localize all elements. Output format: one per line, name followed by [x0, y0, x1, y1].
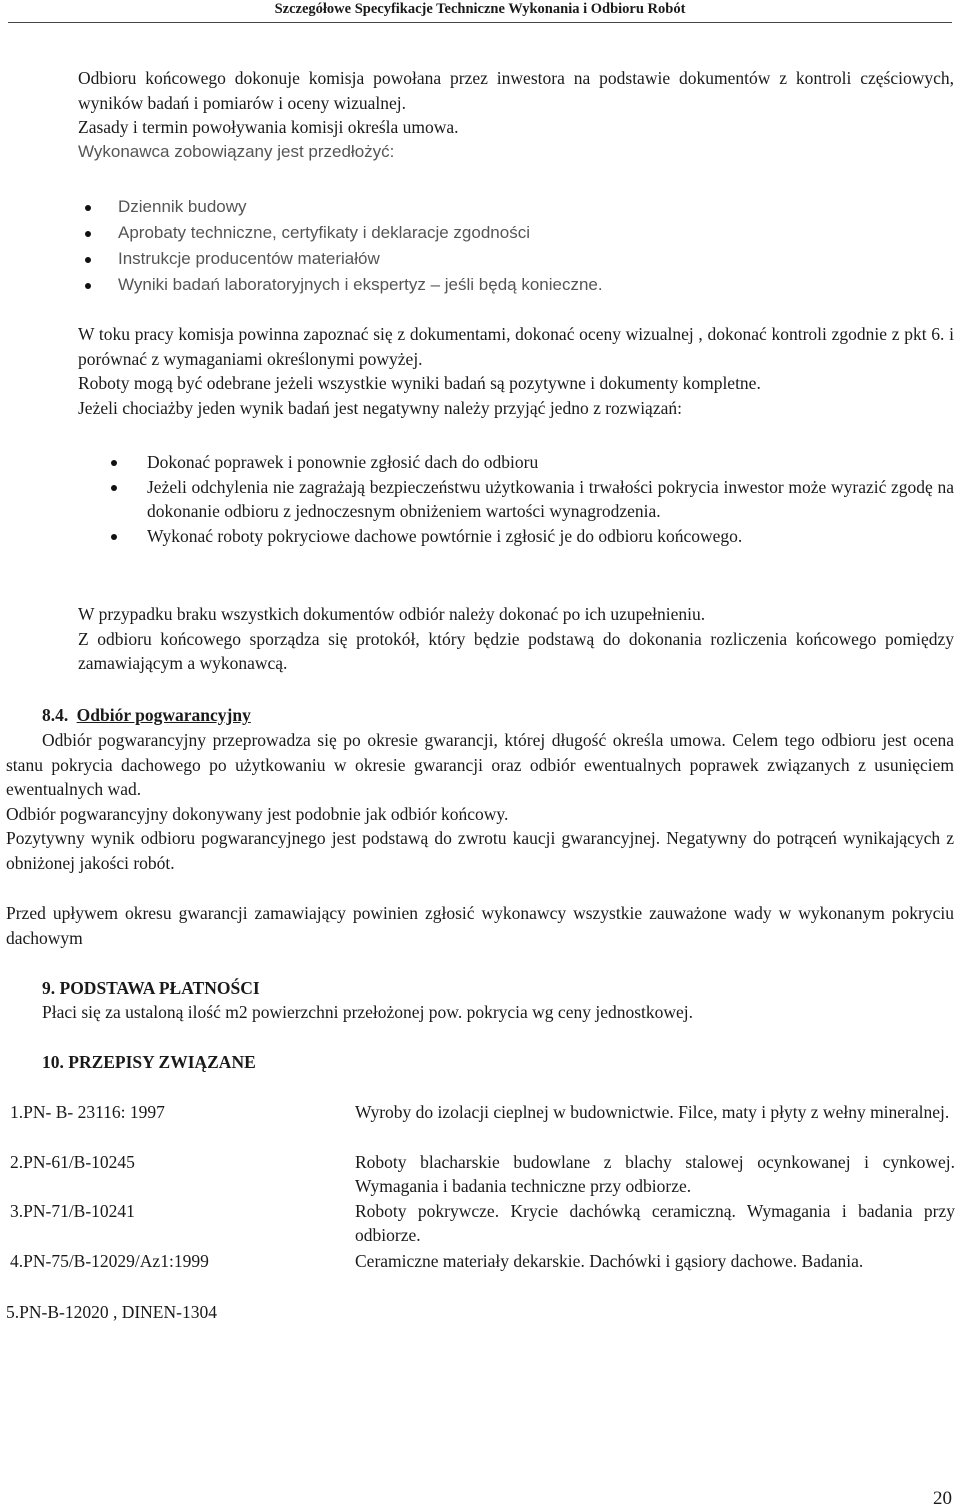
missing-docs-line: Z odbioru końcowego sporządza się protokół, który będzie podstawą do dokonania rozliczenia końcowego pomiędzy zamawiającym a wykonawcą. [78, 628, 954, 673]
section-8-4-heading [42, 703, 251, 727]
page-header [0, 0, 960, 24]
bullet-icon [85, 257, 91, 263]
list-item-text: Wykonać roboty pokryciowe dachowe powtórnie i zgłosić je do odbioru końcowego. [147, 525, 743, 546]
section-number: 8.4. [42, 705, 69, 725]
reference-code: 5.PN-B-12020 , DINEN-1304 [6, 1302, 217, 1322]
reference-code: 4.PN-75/B-12029/Az1:1999 [10, 1251, 209, 1271]
warranty-note-text: Przed upływem okresu gwarancji zamawiający powinien zgłosić wykonawcy wszystkie zauważone wady w wykonanym pokryciu dachowym [6, 903, 954, 948]
list-item [80, 246, 940, 272]
bullet-icon [111, 485, 117, 491]
section-title: 9. PODSTAWA PŁATNOŚCI [42, 978, 260, 998]
bullet-icon [111, 534, 117, 540]
commission-line: Jeżeli chociażby jeden wynik badań jest negatywny należy przyjąć jedno z rozwiązań: [78, 397, 682, 418]
list-item [80, 220, 940, 246]
list-item [80, 272, 940, 298]
list-item-text: Instrukcje producentów materiałów [118, 249, 380, 268]
bullet-icon [85, 283, 91, 289]
list-item-text: Wyniki badań laboratoryjnych i ekspertyz – jeśli będą konieczne. [118, 275, 603, 294]
reference-code: 3.PN-71/B-10241 [10, 1201, 135, 1221]
solutions-list [108, 450, 954, 548]
list-item [80, 194, 940, 220]
list-item-text: Dziennik budowy [118, 197, 247, 216]
section-title: 10. PRZEPISY ZWIĄZANE [42, 1052, 256, 1072]
list-item [108, 524, 954, 549]
documents-list [80, 194, 940, 298]
intro-paragraph [78, 66, 954, 164]
commission-line: Roboty mogą być odebrane jeżeli wszystkie wyniki badań są pozytywne i dokumenty kompletne. [78, 373, 761, 393]
section-line: Odbiór pogwarancyjny przeprowadza się po okresie gwarancji, której długość określa umowa. Celem tego odbioru jest ocena stanu pokrycia dachowego po użytkowaniu w okresie gwarancji oraz odbiór ewentualnych poprawek związanych z usunięciem ewentualnych wad. [6, 730, 954, 799]
intro-line: Zasady i termin powoływania komisji określa umowa. [78, 117, 459, 137]
warranty-note [6, 901, 954, 950]
reference-description: Ceramiczne materiały dekarskie. Dachówki i gąsiory dachowe. Badania. [355, 1251, 864, 1271]
reference-code: 2.PN-61/B-10245 [10, 1152, 135, 1172]
list-item [108, 475, 954, 524]
reference-description: Roboty pokrywcze. Krycie dachówką ceramiczną. Wymagania i badania przy odbiorze. [355, 1201, 955, 1245]
missing-docs-paragraph [78, 602, 954, 676]
list-item-text: Jeżeli odchylenia nie zagrażają bezpieczeństwu użytkowania i trwałości pokrycia inwestor może wyrazić zgodę na dokonanie odbioru z jednoczesnym obniżeniem wartości wynagrodzenia. [147, 476, 954, 521]
section-10-heading [42, 1050, 256, 1074]
commission-paragraph [78, 322, 954, 420]
section-9-heading [42, 976, 260, 1000]
bullet-icon [85, 205, 91, 211]
missing-docs-line: W przypadku braku wszystkich dokumentów odbiór należy dokonać po ich uzupełnieniu. [78, 604, 706, 624]
section-text: Płaci się za ustaloną ilość m2 powierzchni przełożonej pow. pokrycia wg ceny jednostkowej. [42, 1002, 694, 1022]
page-number: 20 [933, 1488, 952, 1509]
bullet-icon [111, 460, 117, 466]
reference-description: Wyroby do izolacji cieplnej w budownictwie. Filce, maty i płyty z wełny mineralnej. [355, 1102, 950, 1122]
list-item-text: Dokonać poprawek i ponownie zgłosić dach do odbioru [147, 452, 539, 472]
intro-line: Wykonawca zobowiązany jest przedłożyć: [78, 141, 395, 161]
section-title: Odbiór pogwarancyjny [76, 705, 251, 725]
intro-line: Odbioru końcowego dokonuje komisja powołana przez inwestora na podstawie dokumentów z kontroli częściowych, wyników badań i pomiarów i oceny wizualnej. [78, 68, 954, 113]
section-line: Pozytywny wynik odbioru pogwarancyjnego jest podstawą do zwrotu kaucji gwarancyjnej. Negatywny do potrąceń wynikających z obniżonej jakości robót. [6, 828, 954, 873]
reference-description: Roboty blacharskie budowlane z blachy stalowej ocynkowanej i cynkowej. Wymagania i badania techniczne przy odbiorze. [355, 1152, 955, 1196]
section-9-body [42, 1000, 954, 1025]
commission-line: W toku pracy komisja powinna zapoznać się z dokumentami, dokonać oceny wizualnej , dokonać kontroli zgodnie z pkt 6. i porównać z wymaganiami określonymi powyżej. [78, 324, 954, 369]
header-title: Szczegółowe Specyfikacje Techniczne Wykonania i Odbioru Robót [274, 1, 686, 17]
section-8-4-body [6, 728, 954, 875]
reference-code: 1.PN- B- 23116: 1997 [10, 1102, 165, 1122]
section-line: Odbiór pogwarancyjny dokonywany jest podobnie jak odbiór końcowy. [6, 803, 509, 824]
list-item-text: Aprobaty techniczne, certyfikaty i deklaracje zgodności [118, 223, 530, 242]
header-divider [8, 22, 952, 23]
list-item [108, 450, 954, 475]
bullet-icon [85, 231, 91, 237]
